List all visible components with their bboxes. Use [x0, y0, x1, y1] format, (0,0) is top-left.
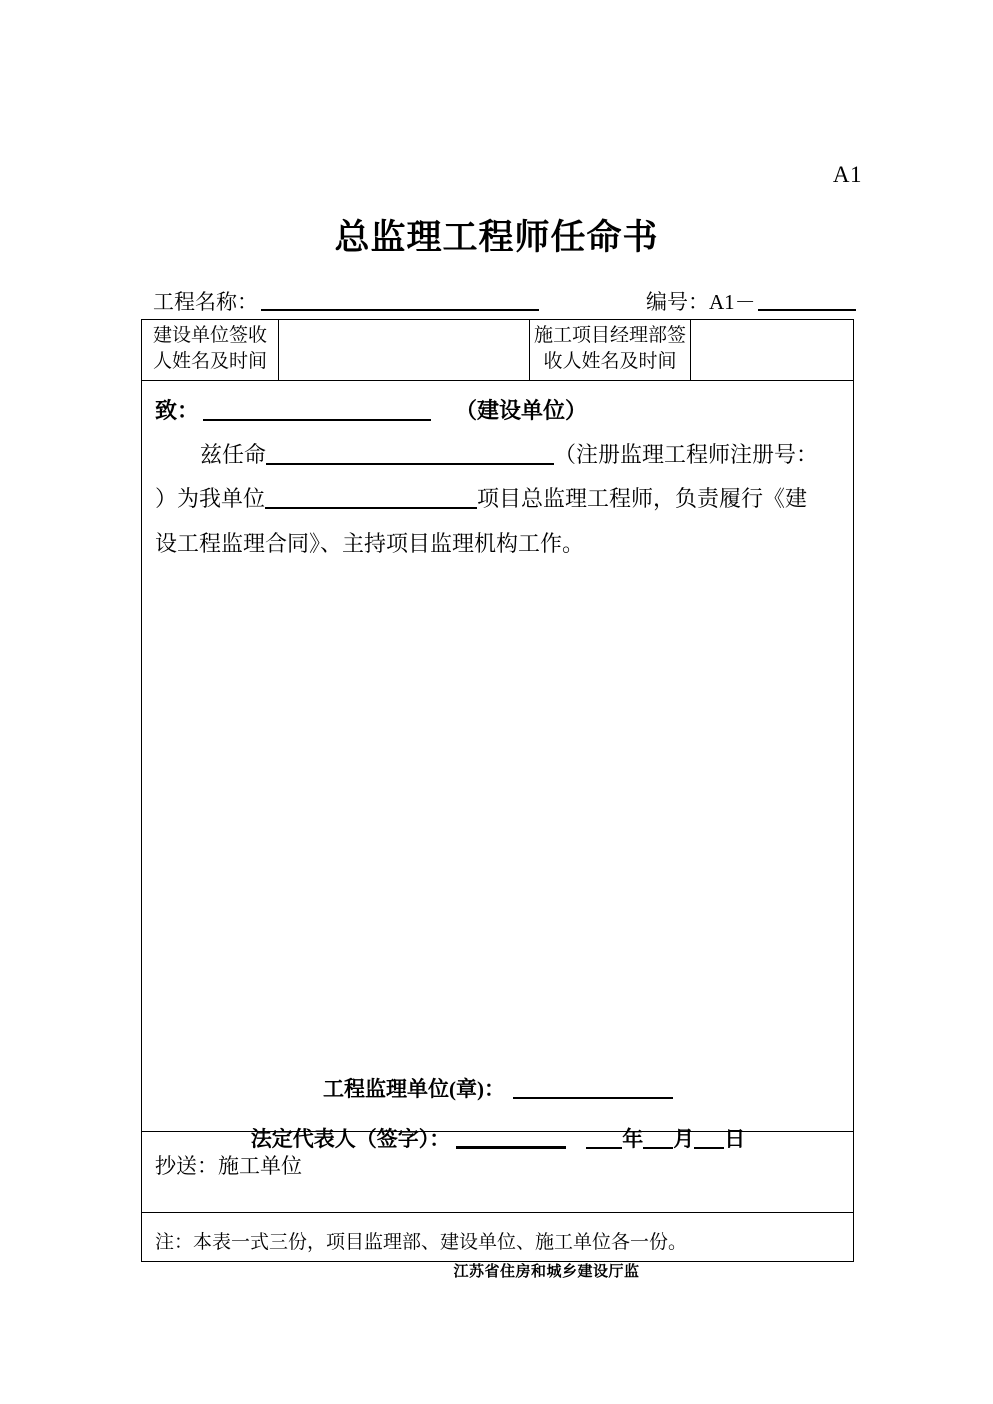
document-number-field	[646, 286, 856, 316]
table-row-cc	[142, 1132, 854, 1213]
issuing-authority: 江苏省住房和城乡建设厅监	[453, 1262, 640, 1280]
project-name-field	[153, 286, 539, 316]
appointment-body-cell	[142, 381, 854, 1151]
addressee-suffix: （建设单位）	[455, 398, 588, 423]
project-name-label: 工程名称：	[153, 290, 258, 314]
supervision-unit-signature	[142, 1073, 854, 1103]
owner-signer-header	[142, 320, 279, 381]
contractor-signer-label-line2: 收人姓名及时间	[543, 351, 677, 372]
addressee-label: 致：	[155, 398, 200, 423]
project-assign-input[interactable]	[265, 487, 477, 509]
supervision-unit-label: 工程监理单位(章)：	[323, 1077, 505, 1101]
note-cell	[142, 1213, 854, 1262]
page-title: 总监理工程师任命书	[334, 218, 659, 258]
project-assign-suffix: 项目总监理工程师，负责履行《建	[477, 486, 808, 511]
project-assign-prefix: ）为我单位	[155, 486, 266, 511]
form-code: A1	[832, 162, 862, 187]
appoint-prefix: 兹任命	[200, 442, 267, 467]
appointment-body	[142, 381, 854, 1151]
note-text: 注：本表一式三份，项目监理部、建设单位、施工单位各一份。	[155, 1232, 688, 1253]
supervision-unit-input[interactable]	[513, 1077, 673, 1099]
document-number-label: 编号：A1－	[646, 290, 756, 314]
appointee-name-input[interactable]	[266, 443, 554, 465]
owner-signer-label-line1: 建设单位签收	[152, 325, 267, 346]
contract-duty-line: 设工程监理合同》、主持项目监理机构工作。	[155, 531, 585, 556]
year-unit-label: 年	[622, 1127, 644, 1151]
cc-cell	[142, 1132, 854, 1213]
addressee-input[interactable]	[203, 399, 431, 421]
appointment-table	[141, 319, 854, 1262]
cc-label: 抄送：施工单位	[155, 1154, 302, 1178]
addressee-line	[155, 397, 587, 425]
month-unit-label: 月	[673, 1127, 695, 1151]
contractor-signer-value-cell[interactable]	[691, 320, 854, 381]
project-name-input[interactable]	[261, 290, 539, 311]
meta-row	[141, 286, 853, 316]
table-row-body	[142, 381, 854, 1132]
document-number-input[interactable]	[758, 290, 856, 311]
table-row-note	[142, 1213, 854, 1262]
contractor-signer-header	[530, 320, 691, 381]
owner-signer-value-cell[interactable]	[279, 320, 530, 381]
project-assign-line	[155, 485, 807, 513]
appoint-suffix: （注册监理工程师注册号：	[554, 442, 819, 467]
day-unit-label: 日	[724, 1127, 746, 1151]
legal-rep-label: 法定代表人（签字）：	[250, 1127, 451, 1151]
contractor-signer-label-line1: 施工项目经理部签	[534, 325, 687, 346]
appoint-line	[200, 441, 818, 469]
table-row-signers	[142, 320, 854, 381]
owner-signer-label-line2: 人姓名及时间	[152, 351, 267, 372]
